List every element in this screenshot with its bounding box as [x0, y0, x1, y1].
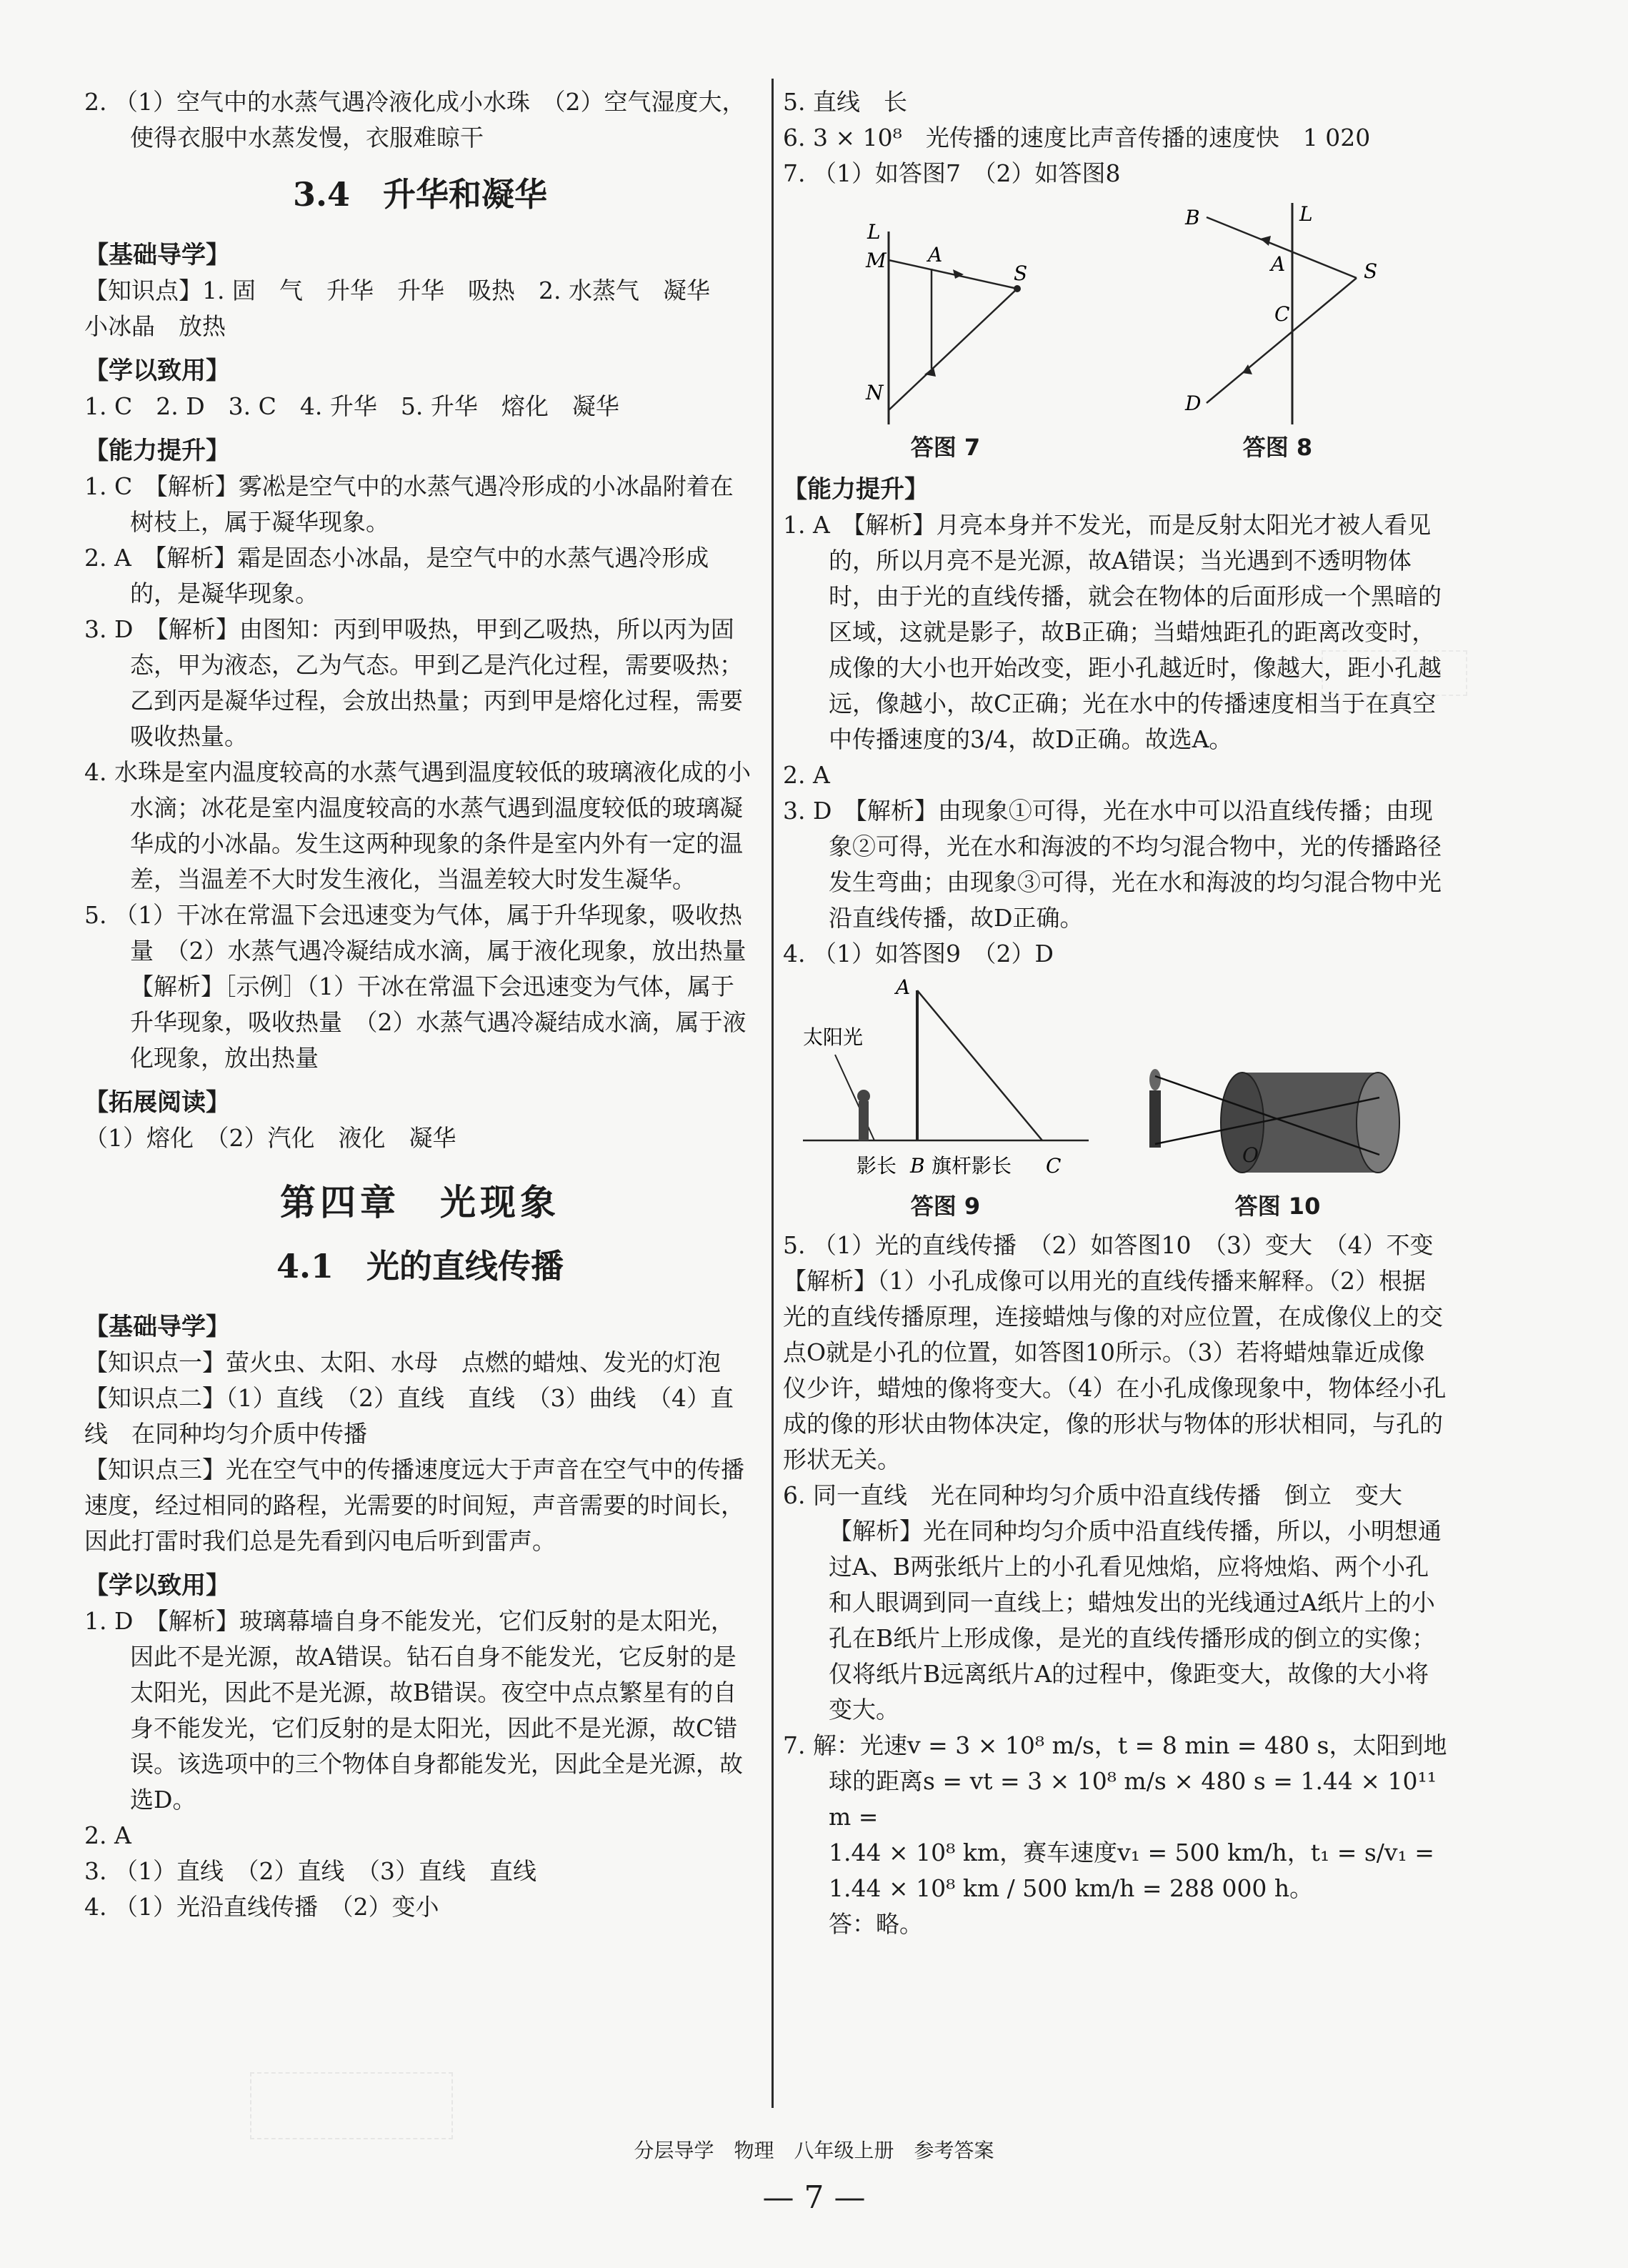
figure-8-diagram: [1164, 196, 1392, 432]
fig9-pole: 旗杆影长: [931, 1154, 1012, 1178]
section-4-1-title: 4.1 光的直线传播: [276, 1247, 564, 1285]
figure-9: [796, 976, 1096, 1222]
answer-r5: 5. 直线 长: [783, 88, 907, 116]
left-column: [84, 84, 770, 1925]
right-answer-5-analysis: 【解析】（1）小孔成像可以用光的直线传播来解释。（2）根据光的直线传播原理，连接蜡烛与像的对应位置，在成像仪上的交点O就是小孔的位置，如答图10所示。（3）若将蜡烛靠近成像仪少许，蜡烛的像将变大。（4）在小孔成像现象中，物体经小孔成的像的形状由物体决定，像的形状与物体的形状相同，与孔的形状无关。: [783, 1267, 1447, 1473]
right-answer-1: 1. A 【解析】月亮本身并不发光，而是反射太阳光才被人看见的，所以月亮不是光源，故A错误；当光遇到不透明物体时，由于光的直线传播，就会在物体的后面形成一个黑暗的区域，这就是影子，故B正确；当蜡烛距孔的距离改变时，成像的大小也开始改变，距小孔越近时，像越大，距小孔越远，像越小，故C正确；光在水中的传播速度相当于在真空中传播速度的3/4，故D正确。故选A。: [783, 511, 1442, 753]
figure-10-diagram: [1121, 1048, 1435, 1190]
heading-apply: 【学以致用】: [84, 357, 230, 385]
figures-7-8: [783, 196, 1447, 463]
right-answer-6: 6. 同一直线 光在同种均匀介质中沿直线传播 倒立 变大 【解析】光在同种均匀介质中沿直线传播，所以，小明想通过A、B两张纸片上的小孔看见烛焰，应将烛焰、两个小孔和人眼调到同一直线上；蜡烛发出的光线通过A纸片上的小孔在B纸片上形成像，是光的直线传播形成的倒立的实像；仅将纸片B远离纸片A的过程中，像距变大，故像的大小将变大。: [783, 1481, 1442, 1724]
fig10-O: O: [1242, 1143, 1259, 1167]
right-answer-5: 5. （1）光的直线传播 （2）如答图10 （3）变大 （4）不变: [783, 1231, 1434, 1259]
extended-reading-answers: （1）熔化 （2）汽化 液化 凝华: [84, 1124, 456, 1152]
right-answer-2: 2. A: [783, 761, 830, 789]
fig7-M: M: [865, 249, 887, 272]
ability-answer-3: 3. D 【解析】由图知：丙到甲吸热，甲到乙吸热，所以丙为固态，甲为液态，乙为气态。甲到乙是汽化过程，需要吸热；乙到丙是凝华过程，会放出热量；丙到甲是熔化过程，需要吸收热量。: [84, 615, 743, 750]
figure-10-caption: 答图 10: [1234, 1193, 1321, 1220]
right-answer-7: 7. 解：光速v = 3 × 10⁸ m/s，t = 8 min = 480 s，太阳到地球的距离s = vt = 3 × 10⁸ m/s × 480 s = 1.44 × 10¹¹ m =: [783, 1731, 1447, 1831]
heading-extended-reading: 【拓展阅读】: [84, 1088, 230, 1117]
heading-apply-2: 【学以致用】: [84, 1571, 230, 1600]
apply-answers: 1. C 2. D 3. C 4. 升华 5. 升华 熔化 凝华: [84, 392, 619, 420]
fig8-D: D: [1184, 392, 1201, 415]
knowledge-point-3: 【知识点三】光在空气中的传播速度远大于声音在空气中的传播速度，经过相同的路程，光需要的时间短，声音需要的时间长，因此打雷时我们总是先看到闪电后听到雷声。: [84, 1456, 744, 1555]
heading-basic-guide-2: 【基础导学】: [84, 1313, 230, 1341]
fig7-L: L: [867, 220, 881, 244]
heading-basic-guide: 【基础导学】: [84, 241, 230, 269]
figure-8-caption: 答图 8: [1242, 434, 1313, 461]
knowledge-point-1: 【知识点一】萤火虫、太阳、水母 点燃的蜡烛、发光的灯泡: [84, 1348, 721, 1376]
figure-9-caption: 答图 9: [910, 1193, 981, 1220]
fig9-sun: 太阳光: [802, 1025, 863, 1049]
ability-answer-2: 2. A 【解析】霜是固态小冰晶，是空气中的水蒸气遇冷形成的，是凝华现象。: [84, 544, 709, 607]
answer-r6: 6. 3 × 10⁸ 光传播的速度比声音传播的速度快 1 020: [783, 124, 1371, 151]
fig9-B: B: [909, 1154, 925, 1178]
figure-7: [839, 217, 1053, 463]
figure-7-caption: 答图 7: [910, 434, 981, 461]
ability-answer-5: 5. （1）干冰在常温下会迅速变为气体，属于升华现象，吸收热量 （2）水蒸气遇冷凝结成水滴，属于液化现象，放出热量 【解析】［示例］（1）干冰在常温下会迅速变为气体，属于升华现象，吸收热量 （2）水蒸气遇冷凝结成水滴，属于液化现象，放出热量: [84, 901, 770, 1072]
chapter-title: 第四章 光现象: [280, 1181, 560, 1223]
knowledge-point: 【知识点】1. 固 气 升华 升华 吸热 2. 水蒸气 凝华 小冰晶 放热: [84, 277, 734, 340]
figure-7-diagram: [839, 217, 1053, 432]
watermark: [250, 2072, 453, 2139]
fig7-S: S: [1013, 262, 1027, 285]
page-footer: 分层导学 物理 八年级上册 参考答案: [634, 2139, 994, 2162]
answer-intro: 2. （1）空气中的水蒸气遇冷液化成小水珠 （2）空气湿度大，使得衣服中水蒸发慢，衣服难晾干: [84, 88, 746, 151]
heading-ability: 【能力提升】: [84, 437, 230, 465]
figures-9-10: [783, 976, 1447, 1222]
fig9-A: A: [895, 976, 910, 999]
apply2-answer-2: 2. A: [84, 1821, 131, 1849]
ability-answer-4: 4. 水珠是室内温度较高的水蒸气遇到温度较低的玻璃液化成的小水滴；冰花是室内温度较高的水蒸气遇到温度较低的玻璃凝华成的小冰晶。发生这两种现象的条件是室内外有一定的温差，当温差不大时发生液化，当温差较大时发生凝华。: [84, 758, 751, 893]
fig8-A: A: [1270, 252, 1285, 276]
right-column: [783, 84, 1447, 1942]
figure-8: [1164, 196, 1392, 463]
apply2-answer-1: 1. D 【解析】玻璃幕墙自身不能发光，它们反射的是太阳光，因此不是光源，故A错误。钻石自身不能发光，它反射的是太阳光，因此不是光源，故B错误。夜空中点点繁星有的自身不能发光，它们反射的是太阳光，因此不是光源，故C错误。该选项中的三个物体自身都能发光，因此全是光源，故选D。: [84, 1607, 743, 1814]
fig7-A: A: [927, 243, 942, 267]
knowledge-point-2: 【知识点二】（1）直线 （2）直线 直线 （3）曲线 （4）直线 在同种均匀介质中传播: [84, 1384, 734, 1448]
figure-10: [1121, 1048, 1435, 1222]
answer-r7: 7. （1）如答图7 （2）如答图8: [783, 159, 1121, 187]
fig8-B: B: [1184, 206, 1200, 229]
figure-9-diagram: [796, 976, 1096, 1190]
right-answer-4: 4. （1）如答图9 （2）D: [783, 940, 1054, 968]
apply2-answer-3: 3. （1）直线 （2）直线 （3）直线 直线: [84, 1857, 536, 1885]
right-answer-7-cont: 1.44 × 10⁸ km，赛车速度v₁ = 500 km/h，t₁ = s/v₁ =: [829, 1839, 1434, 1866]
column-divider: [771, 79, 774, 2108]
fig9-shadow: 影长: [856, 1154, 897, 1178]
right-answer-7-result: 1.44 × 10⁸ km / 500 km/h = 288 000 h。: [829, 1874, 1314, 1902]
watermark-2: [1322, 650, 1467, 696]
fig8-S: S: [1363, 259, 1377, 283]
right-answer-7-final: 答：略。: [829, 1910, 923, 1938]
ability-answer-1: 1. C 【解析】雾凇是空气中的水蒸气遇冷形成的小冰晶附着在树枝上，属于凝华现象。: [84, 472, 734, 536]
fig8-L: L: [1299, 202, 1313, 226]
fig8-C: C: [1274, 302, 1289, 326]
section-3-4-title: 3.4 升华和凝华: [292, 175, 548, 214]
fig7-N: N: [865, 381, 883, 404]
page-number: — 7 —: [762, 2179, 866, 2216]
apply2-answer-4: 4. （1）光沿直线传播 （2）变小: [84, 1893, 439, 1921]
fig9-C: C: [1045, 1154, 1061, 1178]
right-answer-3: 3. D 【解析】由现象①可得，光在水中可以沿直线传播；由现象②可得，光在水和海波的不均匀混合物中，光的传播路径发生弯曲；由现象③可得，光在水和海波的均匀混合物中光沿直线传播，故D正确。: [783, 797, 1442, 932]
heading-ability-2: 【能力提升】: [783, 475, 929, 504]
